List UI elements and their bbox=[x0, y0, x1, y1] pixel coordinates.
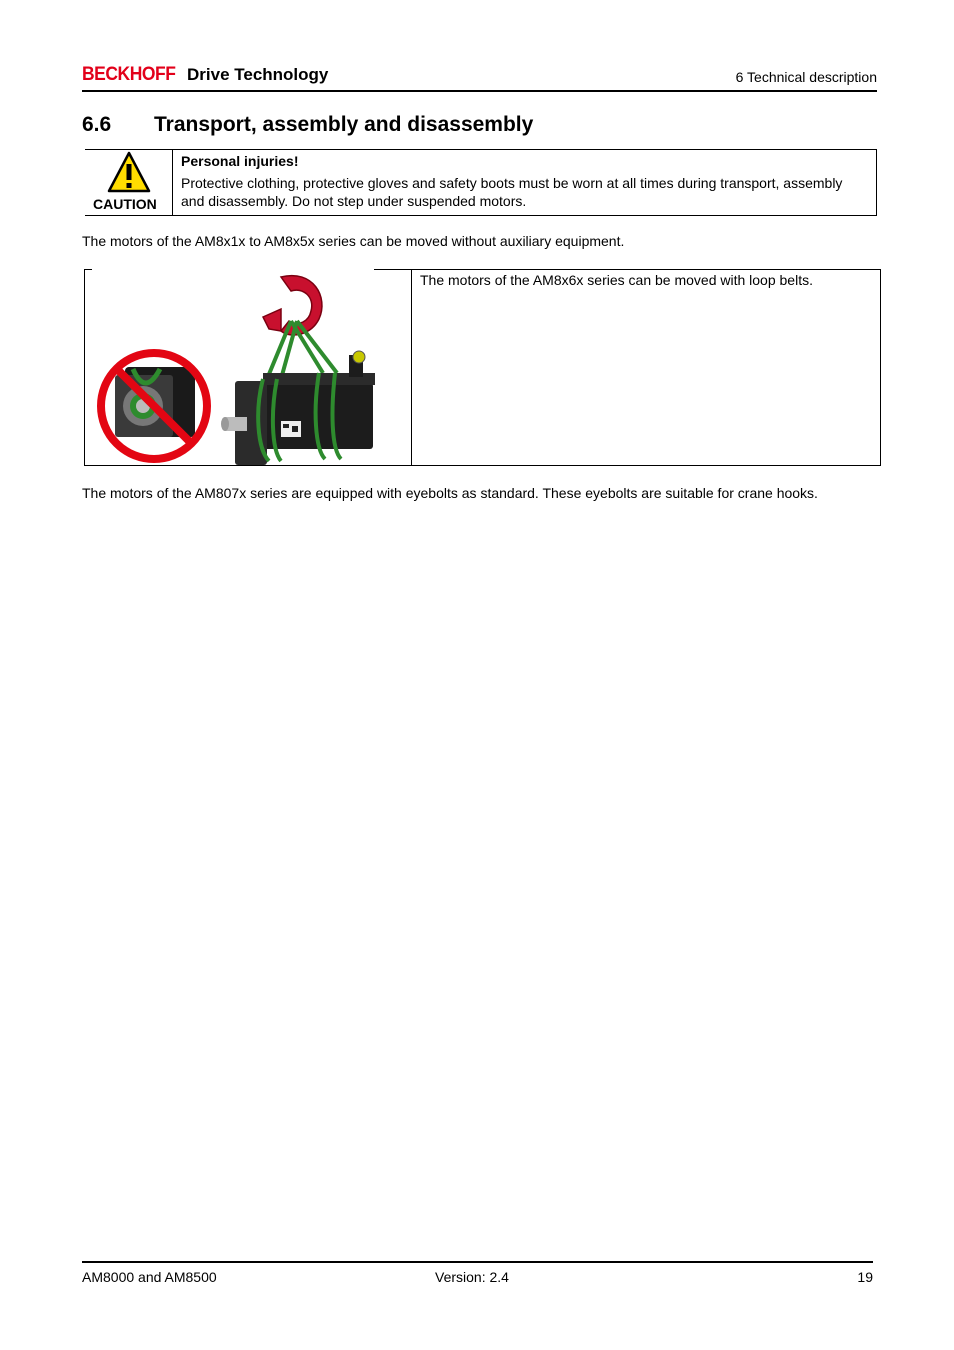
figure-image-cell bbox=[84, 269, 411, 466]
section-number: 6.6 bbox=[82, 113, 112, 136]
caution-notice bbox=[85, 149, 877, 216]
paragraph-eyebolts: The motors of the AM807x series are equipped with eyebolts as standard. These eyebolts are suitable for crane hooks. bbox=[82, 485, 818, 501]
warning-triangle-icon bbox=[107, 150, 151, 194]
caution-text-cell bbox=[172, 150, 876, 215]
figure-caption-cell bbox=[411, 269, 881, 466]
motor-loop-belt-illustration bbox=[85, 269, 411, 465]
header-chapter: 6 Technical description bbox=[735, 69, 877, 85]
footer-product: AM8000 and AM8500 bbox=[82, 1269, 217, 1285]
caution-label: CAUTION bbox=[93, 196, 157, 212]
caution-body: Protective clothing, protective gloves and safety boots must be worn at all times during transport, assembly and disassembly. Do not step under suspended motors. bbox=[181, 175, 843, 209]
figure-caption: The motors of the AM8x6x series can be moved with loop belts. bbox=[420, 272, 813, 288]
beckhoff-logo: BECKHOFF bbox=[82, 64, 176, 85]
figure-table bbox=[84, 269, 881, 466]
prohibited-motor-icon bbox=[101, 353, 207, 459]
page-footer bbox=[82, 1261, 873, 1285]
header-subtitle: Drive Technology bbox=[187, 65, 329, 84]
servo-motor-icon bbox=[221, 351, 375, 465]
page-header bbox=[82, 62, 877, 92]
footer-version: Version: 2.4 bbox=[435, 1269, 509, 1285]
section-title: Transport, assembly and disassembly bbox=[154, 113, 534, 136]
caution-icon-cell bbox=[85, 150, 172, 215]
caution-heading: Personal injuries! bbox=[181, 153, 299, 169]
section-heading bbox=[82, 113, 533, 137]
paragraph-auxiliary-equipment: The motors of the AM8x1x to AM8x5x series can be moved without auxiliary equipment. bbox=[82, 233, 625, 249]
page-number: 19 bbox=[857, 1269, 873, 1285]
